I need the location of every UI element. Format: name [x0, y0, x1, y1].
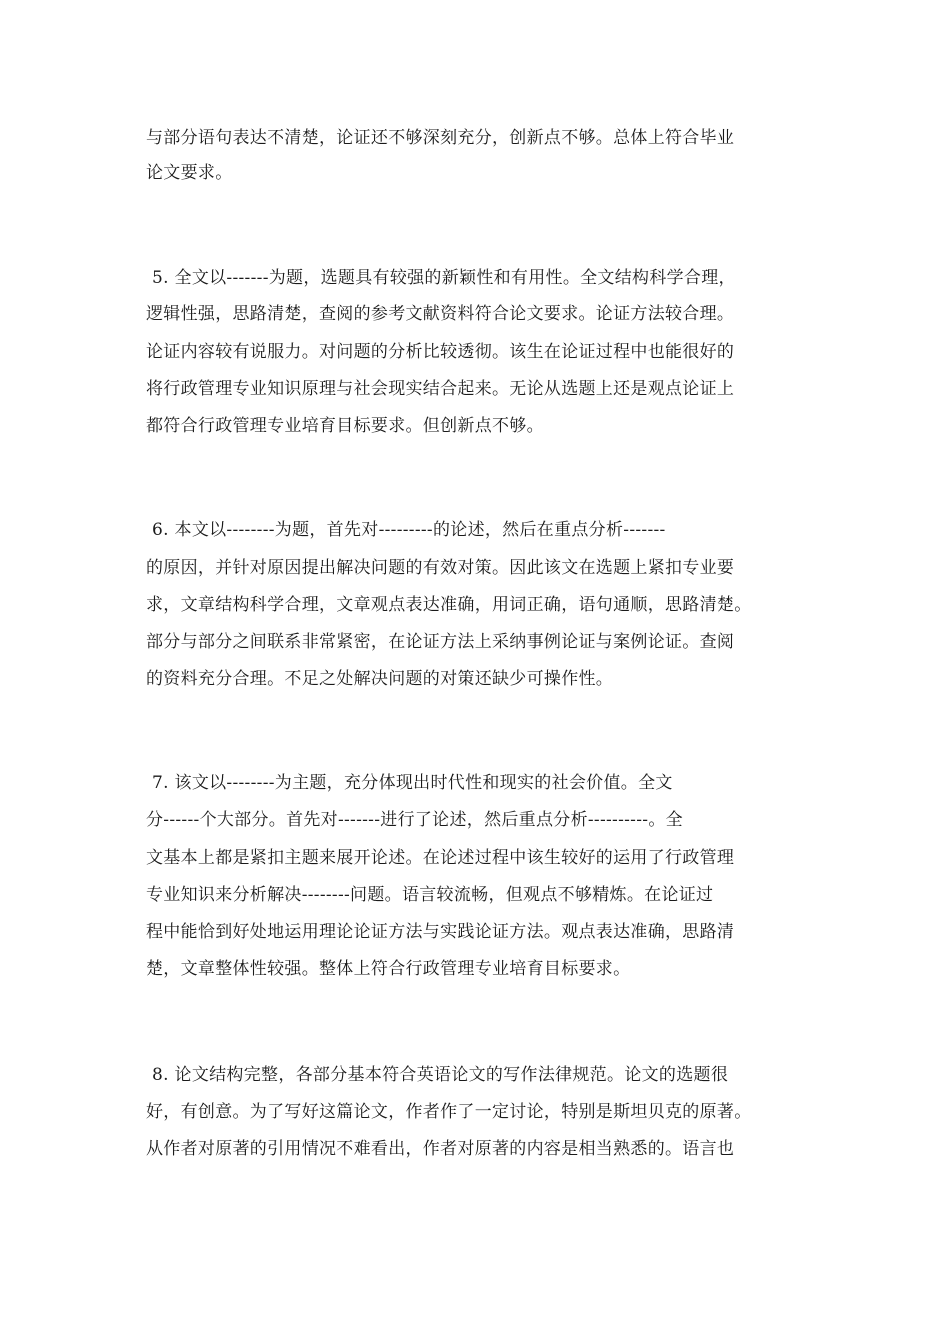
text-line: 逻辑性强，思路清楚，查阅的参考文献资料符合论文要求。论证方法较合理。: [146, 304, 735, 324]
text-line: 文基本上都是紧扣主题来展开论述。在论述过程中该生较好的运用了行政管理: [146, 848, 735, 868]
text-line: 6. 本文以--------为题，首先对---------的论述，然后在重点分析-------: [152, 520, 666, 540]
text-line: 程中能恰到好处地运用理论论证方法与实践论证方法。观点表达准确，思路清: [146, 922, 735, 942]
text-line: 与部分语句表达不清楚，论证还不够深刻充分，创新点不够。总体上符合毕业: [146, 128, 735, 148]
text-line: 论文要求。: [146, 163, 233, 183]
text-line: 好，有创意。为了写好这篇论文，作者作了一定讨论，特别是斯坦贝克的原著。: [146, 1102, 752, 1122]
text-line: 的资料充分合理。不足之处解决问题的对策还缺少可操作性。: [146, 669, 614, 689]
text-line: 专业知识来分析解决--------问题。语言较流畅，但观点不够精炼。在论证过: [146, 885, 714, 905]
text-line: 部分与部分之间联系非常紧密，在论证方法上采纳事例论证与案例论证。查阅: [146, 632, 735, 652]
text-line: 5. 全文以-------为题，选题具有较强的新颖性和有用性。全文结构科学合理，: [152, 268, 736, 288]
text-line: 都符合行政管理专业培育目标要求。但创新点不够。: [146, 416, 544, 436]
text-line: 将行政管理专业知识原理与社会现实结合起来。无论从选题上还是观点论证上: [146, 379, 735, 399]
text-line: 求，文章结构科学合理，文章观点表达准确，用词正确，语句通顺，思路清楚。: [146, 595, 752, 615]
text-line: 的原因，并针对原因提出解决问题的有效对策。因此该文在选题上紧扣专业要: [146, 558, 735, 578]
text-line: 7. 该文以--------为主题，充分体现出时代性和现实的社会价值。全文: [152, 773, 673, 793]
text-line: 从作者对原著的引用情况不难看出，作者对原著的内容是相当熟悉的。语言也: [146, 1139, 735, 1159]
text-line: 楚，文章整体性较强。整体上符合行政管理专业培育目标要求。: [146, 959, 631, 979]
text-line: 8. 论文结构完整，各部分基本符合英语论文的写作法律规范。论文的选题很: [152, 1065, 729, 1085]
text-line: 分------个大部分。首先对-------进行了论述，然后重点分析----------。全: [146, 810, 683, 830]
text-line: 论证内容较有说服力。对问题的分析比较透彻。该生在论证过程中也能很好的: [146, 342, 735, 362]
